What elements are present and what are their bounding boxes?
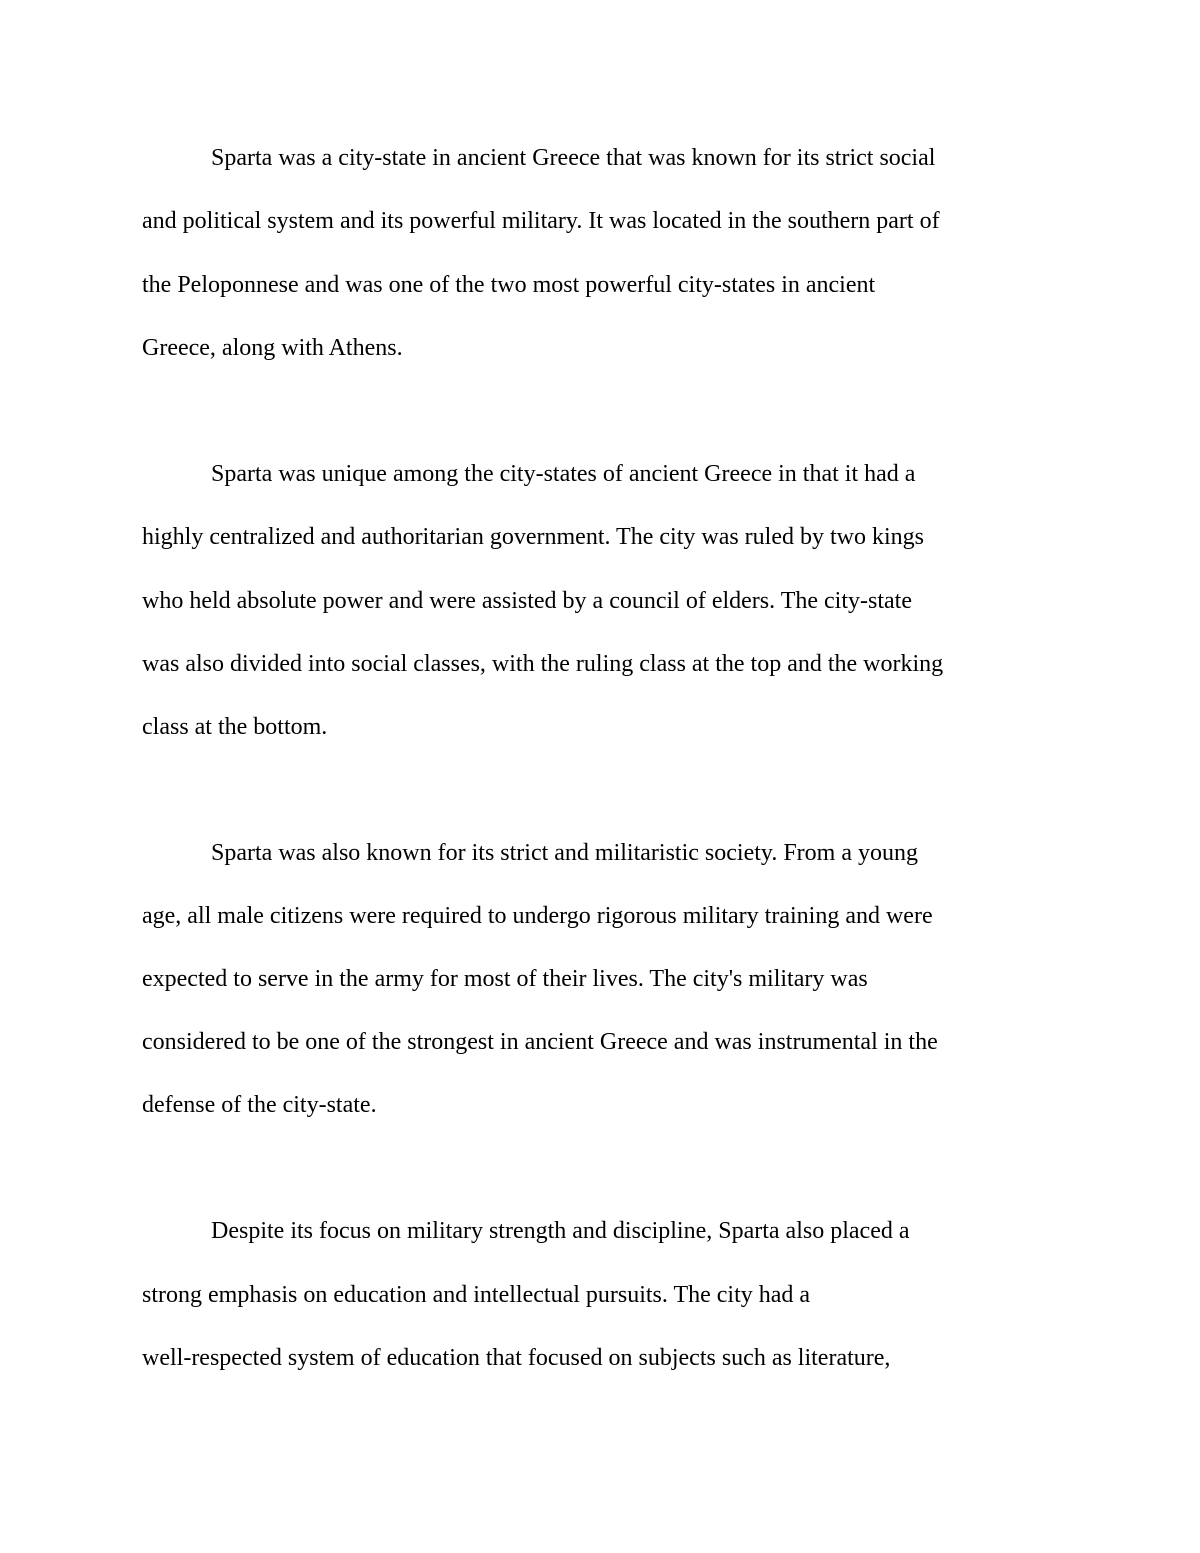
paragraph-line: age, all male citizens were required to undergo rigorous military training and were [142, 903, 933, 929]
paragraph-line: expected to serve in the army for most of their lives. The city's military was [142, 966, 868, 992]
paragraph-line: highly centralized and authoritarian government. The city was ruled by two kings [142, 524, 925, 550]
paragraph-line: strong emphasis on education and intellectual pursuits. The city had a [142, 1282, 811, 1308]
paragraph-line: and political system and its powerful military. It was located in the southern part of [142, 208, 940, 234]
paragraph-line: was also divided into social classes, with the ruling class at the top and the working [142, 651, 944, 677]
paragraph-line: defense of the city-state. [142, 1092, 377, 1118]
paragraph-line: Sparta was also known for its strict and militaristic society. From a young [211, 840, 918, 866]
paragraph-line: Despite its focus on military strength and discipline, Sparta also placed a [211, 1218, 910, 1244]
paragraph-line: considered to be one of the strongest in ancient Greece and was instrumental in the [142, 1029, 938, 1055]
paragraph-line: the Peloponnese and was one of the two most powerful city-states in ancient [142, 272, 876, 298]
paragraph-line: Greece, along with Athens. [142, 335, 403, 361]
paragraph-line: Sparta was unique among the city-states of ancient Greece in that it had a [211, 461, 916, 487]
paragraph-line: well-respected system of education that focused on subjects such as literature, [142, 1345, 891, 1371]
paragraph-line: who held absolute power and were assisted by a council of elders. The city-state [142, 588, 912, 614]
paragraph-line: Sparta was a city-state in ancient Greece that was known for its strict social [211, 145, 936, 171]
paragraph-line: class at the bottom. [142, 714, 328, 740]
